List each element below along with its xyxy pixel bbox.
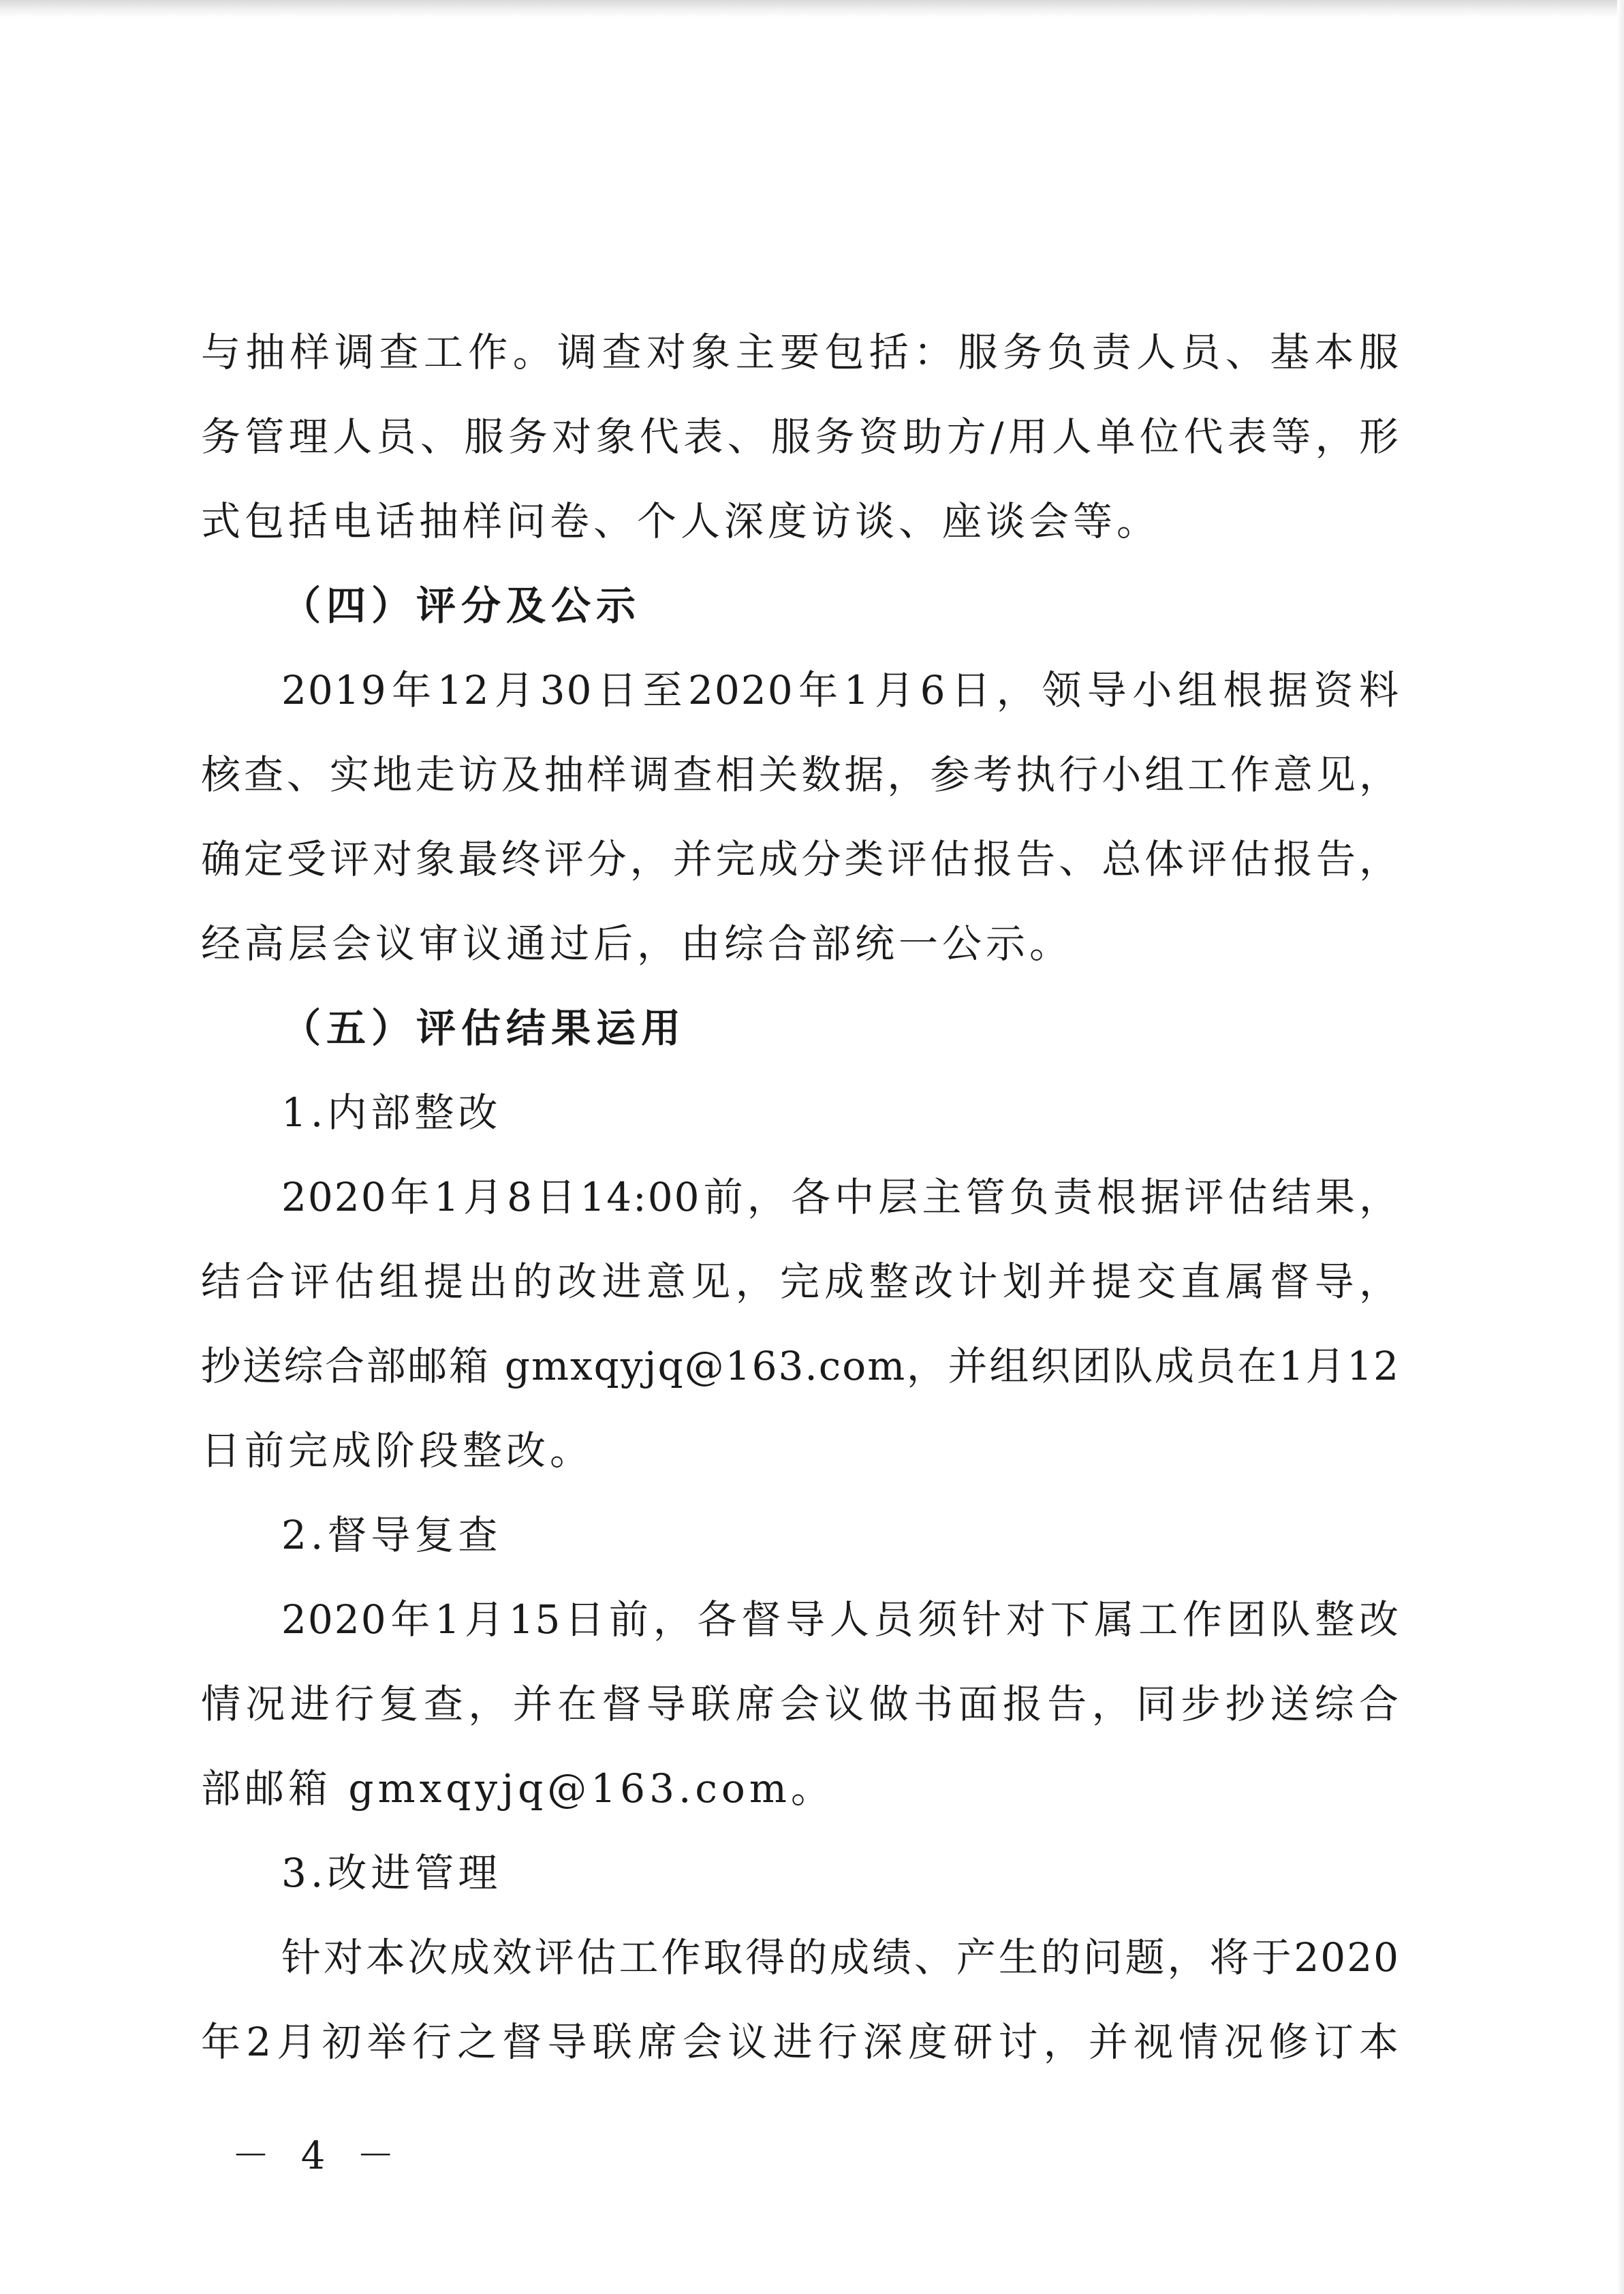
paragraph-line: 经高层会议审议通过后，由综合部统一公示。 [201,920,1074,967]
body-text [201,310,1400,2084]
paragraph-line: 2020年1月15日前，各督导人员须针对下属工作团队整改 [281,1596,1400,1643]
paragraph-line: 抄送综合部邮箱 gmxqyjq@163.com，并组织团队成员在1月12 [201,1343,1400,1389]
paragraph-line: 务管理人员、服务对象代表、服务资助方/用人单位代表等，形 [201,414,1400,460]
paragraph-line: 2020年1月8日14:00前，各中层主管负责根据评估结果， [281,1174,1400,1220]
scan-edge-top [0,0,1624,18]
paragraph-line: 结合评估组提出的改进意见，完成整改计划并提交直属督导， [201,1258,1400,1305]
paragraph-line: 式包括电话抽样问卷、个人深度访谈、座谈会等。 [201,498,1161,544]
scan-edge-right [1617,0,1624,2294]
paragraph-line: 核查、实地走访及抽样调查相关数据，参考执行小组工作意见， [201,751,1400,798]
section-heading-scoring: （四）评分及公示 [281,583,642,629]
subheading-improvement: 3.改进管理 [281,1850,502,1896]
page-number: － 4 － [232,2134,405,2178]
paragraph-line: 情况进行复查，并在督导联席会议做书面报告，同步抄送综合 [201,1681,1400,1727]
paragraph-line: 日前完成阶段整改。 [201,1427,594,1474]
paragraph-line: 年2月初举行之督导联席会议进行深度研讨，并视情况修订本 [201,2019,1400,2065]
subheading-supervisor-review: 2.督导复查 [281,1512,502,1558]
paragraph-line: 针对本次成效评估工作取得的成绩、产生的问题，将于2020 [281,1934,1400,1981]
paragraph-line: 2019年12月30日至2020年1月6日，领导小组根据资料 [281,667,1400,713]
subheading-internal-rectification: 1.内部整改 [281,1089,502,1136]
paragraph-line: 部邮箱 gmxqyjq@163.com。 [201,1765,834,1812]
paragraph-line: 与抽样调查工作。调查对象主要包括：服务负责人员、基本服 [201,329,1400,375]
paragraph-line: 确定受评对象最终评分，并完成分类评估报告、总体评估报告， [201,836,1400,882]
section-heading-results: （五）评估结果运用 [281,1005,687,1051]
